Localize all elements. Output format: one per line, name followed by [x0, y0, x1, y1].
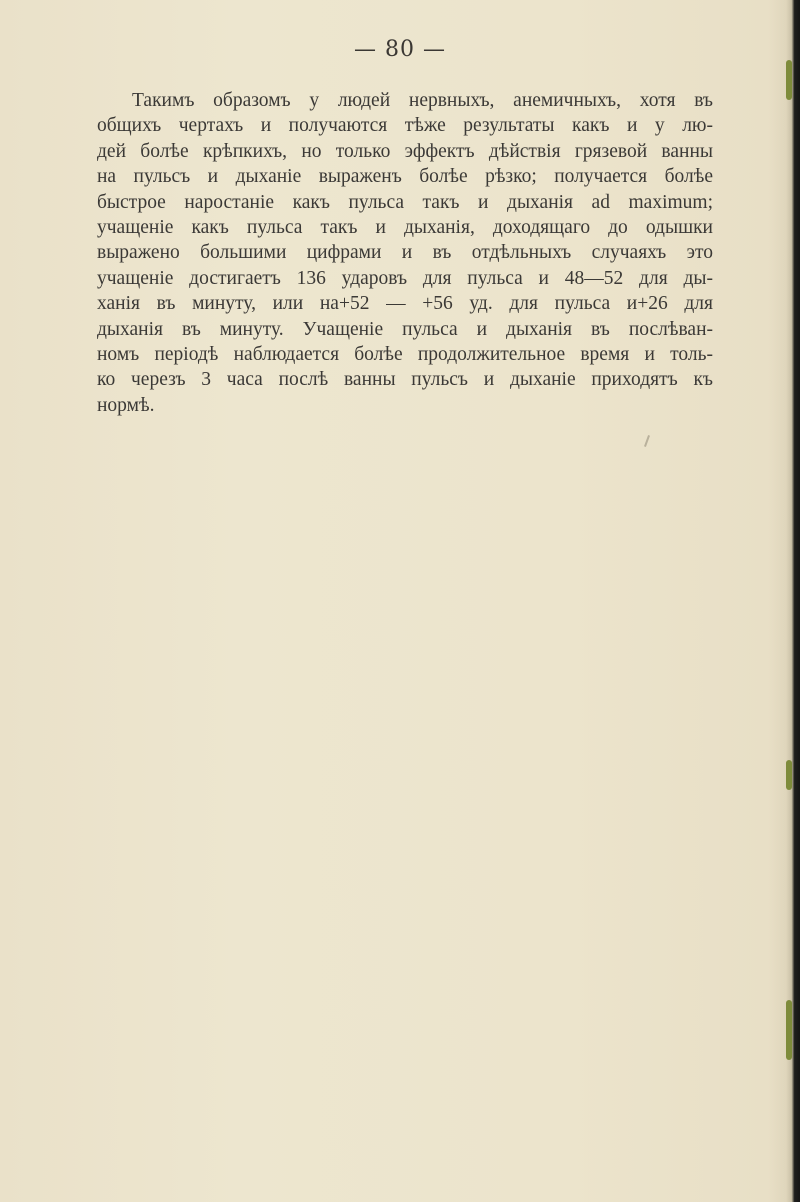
page-number: — 80 —: [354, 37, 446, 62]
body-paragraph: [97, 88, 713, 418]
text-line: ханія въ минуту, или на+52 — +56 уд. для пульса и+26 для: [97, 293, 713, 315]
edge-stain: [786, 1000, 792, 1060]
stray-pencil-mark: [644, 435, 650, 447]
edge-stain: [786, 760, 792, 790]
text-line: учащеніе какъ пульса такъ и дыханія, доходящаго до одышки: [97, 216, 713, 238]
text-line: общихъ чертахъ и получаются тѣже результаты какъ и у лю-: [97, 115, 713, 137]
text-line: дей болѣе крѣпкихъ, но только эффектъ дѣйствія грязевой ванны: [97, 140, 713, 162]
text-line: Такимъ образомъ у людей нервныхъ, анемичныхъ, хотя въ: [132, 90, 713, 111]
text-line: ко черезъ 3 часа послѣ ванны пульсъ и дыханіе приходятъ къ: [97, 369, 713, 391]
text-line: быстрое наростаніе какъ пульса такъ и дыханія ad maximum;: [97, 191, 713, 213]
page-edge-shadow: [786, 0, 800, 1202]
edge-stain: [786, 60, 792, 100]
text-line: номъ періодѣ наблюдается болѣе продолжительное время и толь-: [97, 343, 713, 365]
text-line: выражено большими цифрами и въ отдѣльныхъ случаяхъ это: [97, 242, 713, 264]
text-line: на пульсъ и дыханіе выраженъ болѣе рѣзко; получается болѣе: [97, 166, 713, 188]
text-line: нормѣ.: [97, 394, 155, 416]
text-line: учащеніе достигаетъ 136 ударовъ для пульса и 48—52 для ды-: [97, 267, 713, 289]
text-line: дыханія въ минуту. Учащеніе пульса и дыханія въ послѣван-: [97, 318, 713, 340]
